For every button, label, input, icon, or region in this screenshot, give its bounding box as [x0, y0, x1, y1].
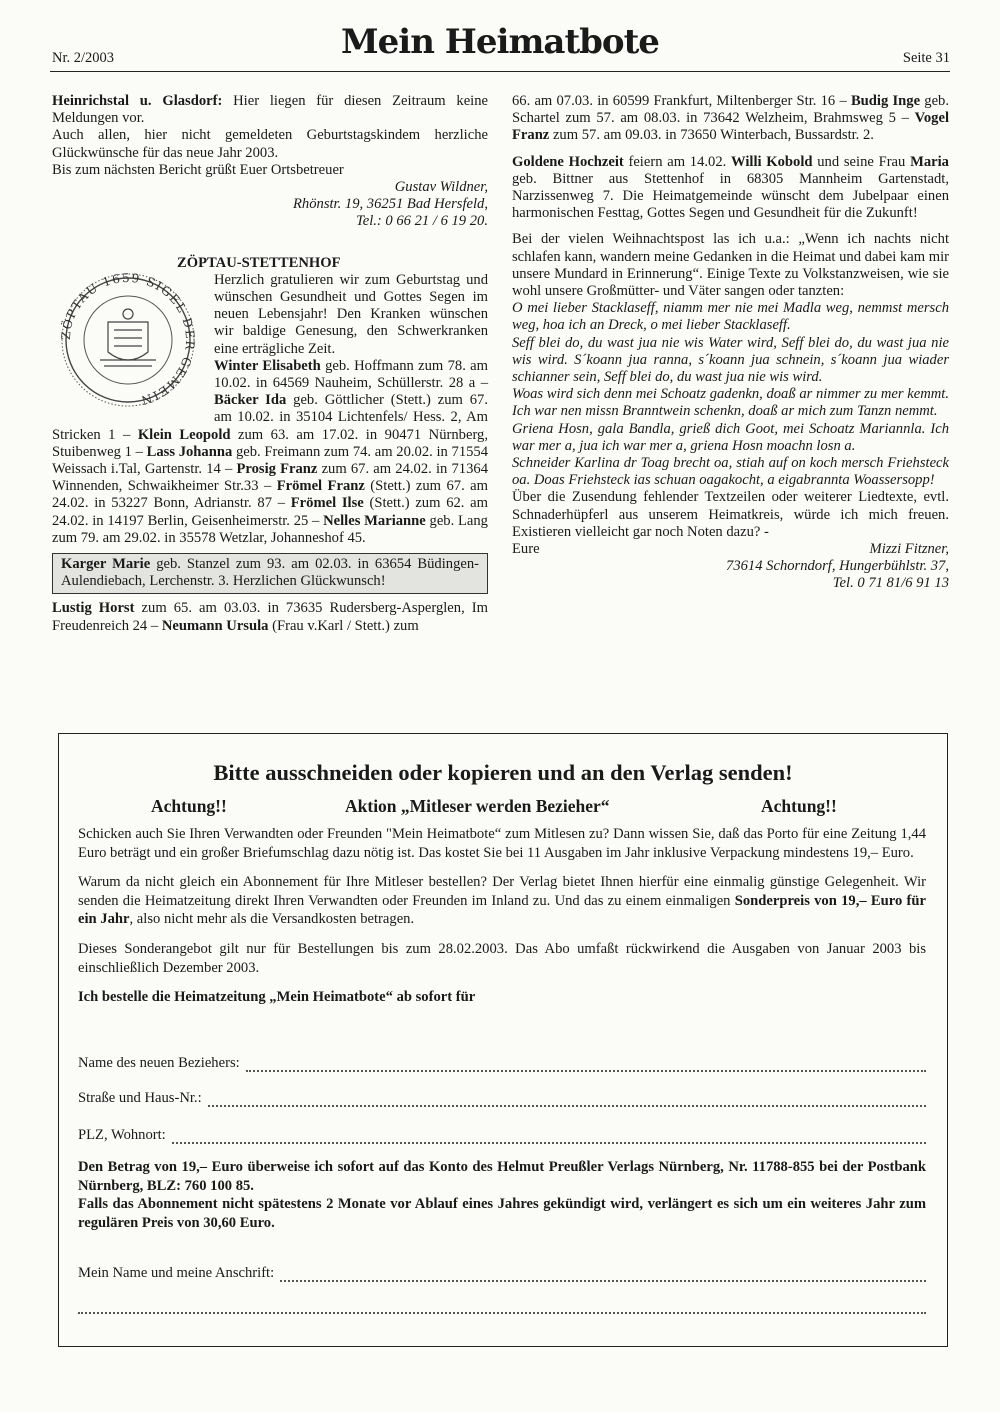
street-fill-line[interactable]: [208, 1093, 926, 1107]
town-seal-image: [52, 272, 204, 409]
intro-paragraph: Heinrichstal u. Glasdorf: Hier liegen für diesen Zeitraum keine Meldungen vor.: [52, 93, 488, 127]
coupon-text: [78, 825, 926, 1018]
field-city[interactable]: PLZ, Wohnort:: [78, 1127, 926, 1144]
attention-right: Achtung!!: [761, 796, 837, 816]
attention-left: Achtung!!: [151, 796, 227, 816]
subscription-coupon: [58, 733, 948, 1347]
song-verse-3: Woas wird sich denn mei Schoatz gadenkn, doaß ar nimmer zu mer kemmt. Ich war nen missn Branntwein schenkn, doaß ar mich zum Tanzn nemmt.: [512, 386, 949, 420]
christmas-post-paragraph: Bei der vielen Weihnachtspost las ich u.a.: „Wenn ich nachts nicht schlafen kann, wandern meine Gedanken in die Heimat und dabei kam mir unsere Mundard in Erinnerung“. Einige Texte zu Volkstanzweisen, wie sie wohl unsere Großmütter- und Väter sangen oder tanzten:: [512, 231, 949, 300]
renewal-text: Falls das Abonnement nicht spätestens 2 Monate vor Ablauf eines Jahres gekündigt wird, verlängert es sich um ein weiteres Jahr zum regulären Preis von 30,60 Euro.: [78, 1196, 926, 1231]
song-verse-5: Schneider Karlina dr Toag brecht oa, stiah auf on koch mersch Friehsteck oa. Doas Friehsteck ias schuan oagakocht, a eigabrannta Woassersopp!: [512, 455, 949, 489]
birthday-greeting: Herzlich gratulieren wir zum Geburtstag und wünschen Gesundheit und Gottes Segen im neuen Lebensjahr! Den Kranken wünschen wir baldige Genesung, den Schwerkranken eine erträgliche Zeit.: [214, 271, 488, 357]
sender-fill-line-2[interactable]: [78, 1300, 926, 1314]
order-statement: Ich bestelle die Heimatzeitung „Mein Heimatbote“ ab sofort für: [78, 989, 476, 1006]
name-fill-line[interactable]: [246, 1058, 926, 1072]
field-subscriber-name[interactable]: Name des neuen Beziehers:: [78, 1055, 926, 1072]
intro-label: Heinrichstal u. Glasdorf:: [52, 93, 223, 109]
field-street[interactable]: Straße und Haus-Nr.:: [78, 1090, 926, 1107]
page-number: Seite 31: [902, 50, 950, 66]
signature-name: Gustav Wildner,: [394, 179, 488, 196]
highlight-box: Karger Marie geb. Stanzel zum 93. am 02.03. in 63654 Büdingen-Aulendiebach, Lerchenstr. 3. Herzlichen Glückwunsch!: [52, 553, 488, 594]
field-sender[interactable]: Mein Name und meine Anschrift:: [78, 1265, 926, 1282]
signature-phone-right: Tel. 0 71 81/6 91 13: [832, 575, 949, 592]
seal-lettering: ZÖPTAU 1659 SIGEL DER GEMEIN: [58, 271, 198, 408]
svg-text:ZÖPTAU 1659 SIGEL DER GEMEIN: [58, 272, 197, 408]
coupon-paragraph-2: Warum da nicht gleich ein Abonnement für Ihre Mitleser bestellen? Der Verlag bietet Ihnen hierfür eine einmalig günstige Gelegenheit. Wir senden die Heimatzeitung direkt Ihren Verwandten oder Freunden im Inland zu. Und das zu einem einmaligen Sonderpreis von 19,– Euro für ein Jahr, also nicht mehr als die Versandkosten betragen.: [78, 874, 926, 928]
congrats-paragraph: Auch allen, hier nicht gemeldeten Geburtstagskindem herzliche Glückwünsche für das neue Jahr 2003.: [52, 127, 488, 161]
coupon-paragraph-3: Dieses Sonderangebot gilt nur für Bestellungen bis zum 28.02.2003. Das Abo umfaßt rückwirkend die Ausgaben von Januar 2003 bis einschließlich Dezember 2003.: [78, 940, 926, 976]
birthday-list-continued: Lustig Horst zum 65. am 03.03. in 73635 Rudersberg-Asperglen, Im Freudenreich 24 – Neumann Ursula (Frau v.Karl / Stett.) zum: [52, 600, 488, 634]
section-title: ZÖPTAU-STETTENHOF: [177, 254, 341, 271]
header-rule: [50, 71, 950, 72]
song-verse-4: Griena Hosn, gala Bandla, grieß dich Goot, mei Schoatz Mariannla. Ich war mer a, jua ich war mer a, griena Hosn moachn losn a.: [512, 420, 949, 454]
right-column: [512, 93, 949, 593]
song-verse-1: O mei lieber Stacklaseff, niamm mer nie mei Madla weg, nemmst mersch weg, hoa ich an Dreck, o mei lieber Stacklaseff.: [512, 300, 949, 334]
masthead-logo: Mein Heimatbote: [341, 22, 659, 62]
payment-terms: [78, 1158, 926, 1232]
coupon-paragraph-1: Schicken auch Sie Ihren Verwandten oder Freunden "Mein Heimatbote“ zum Mitlesen zu? Dann wissen Sie, daß das Porto für eine Zeitung 1,44 Euro beträgt und ein großer Briefumschlag dazu nötig ist. Das kostet Sie bei 11 Ausgaben im Jahr inklusive Verpackung mindestens 19,– Euro.: [78, 826, 926, 861]
coupon-title: Bitte ausschneiden oder kopieren und an den Verlag senden!: [213, 760, 793, 785]
closing-paragraph: Über die Zusendung fehlender Textzeilen oder weiterer Liedtexte, evtl. Schnaderhüpferl aus unserem Heimatkreis, würde ich mich freuen. Existieren vielleicht gar noch Noten dazu? -: [512, 489, 949, 540]
greeting-line: Bis zum nächsten Bericht grüßt Euer Ortsbetreuer: [52, 161, 344, 178]
campaign-title: Aktion „Mitleser werden Bezieher“: [345, 796, 610, 816]
signature-address: Rhönstr. 19, 36251 Bad Hersfeld,: [293, 196, 488, 213]
signature-phone: Tel.: 0 66 21 / 6 19 20.: [355, 213, 488, 230]
song-verse-2: Seff blei do, du wast jua nie wis Water wird, Seff blei do, du wast jua nie wis wird. S´koann jua ranna, s´koann jua schnein, s´koann jua wiader schianner sein, Seff blei do, du wast jua nie wis wird.: [512, 334, 949, 386]
birthday-list-end: 66. am 07.03. in 60599 Frankfurt, Miltenberger Str. 16 – Budig Inge geb. Schartel zum 57. am 08.03. in 73642 Welzheim, Brahmsweg 5 – Vogel Franz zum 57. am 09.03. in 73650 Winterbach, Bussardstr. 2.: [512, 93, 949, 144]
payment-text: Den Betrag von 19,– Euro überweise ich sofort auf das Konto des Helmut Preußler Verlags Nürnberg, Nr. 11788-855 bei der Postbank Nürnberg, BLZ: 760 100 85.: [78, 1159, 926, 1194]
field-sender-line-2[interactable]: [78, 1300, 926, 1314]
city-fill-line[interactable]: [172, 1130, 926, 1144]
issue-number: Nr. 2/2003: [52, 50, 115, 66]
golden-wedding-paragraph: Goldene Hochzeit feiern am 14.02. Willi Kobold und seine Frau Maria geb. Bittner aus Stettenhof in 68305 Mannheim Gartenstadt, Narzissenweg 7. Die Heimatgemeinde wünscht dem Jubelpaar einen harmonischen Festtag, Gottes Segen und Gesundheit für die Zukunft!: [512, 153, 949, 222]
signature-address-right: 73614 Schorndorf, Hungerbühlstr. 37,: [726, 558, 949, 575]
birthday-list: Winter Elisabeth geb. Hoffmann zum 78. am 10.02. in 64569 Nauheim, Schüllerstr. 28 a – Bäcker Ida geb. Göttlicher (Stett.) zum 67. am 10.02. in 35104 Lichtenfels/ Hess. 2, Am Stricken 1 – Klein Leopold zum 63. am 17.02. in 90471 Nürnberg, Stuibenweg 1 – Lass Johanna geb. Freimann zum 74. am 20.02. in 71554 Weissach i.Tal, Gartenstr. 14 – Prosig Franz zum 67. am 24.02. in 71364 Winnenden, Schwaikheimer Str.33 – Frömel Franz (Stett.) zum 67. am 24.02. in 53227 Bonn, Adrianstr. 87 – Frömel Ilse (Stett.) zum 62. am 24.02. in 14197 Berlin, Geisenheimerstr. 25 – Nelles Marianne geb. Lang zum 79. am 29.02. in 35578 Wetzlar, Johanneshof 45.: [52, 357, 489, 546]
signature-block: Eure Mizzi Fitzner,: [512, 541, 949, 558]
sender-fill-line[interactable]: [280, 1268, 926, 1282]
left-column: [52, 93, 488, 635]
